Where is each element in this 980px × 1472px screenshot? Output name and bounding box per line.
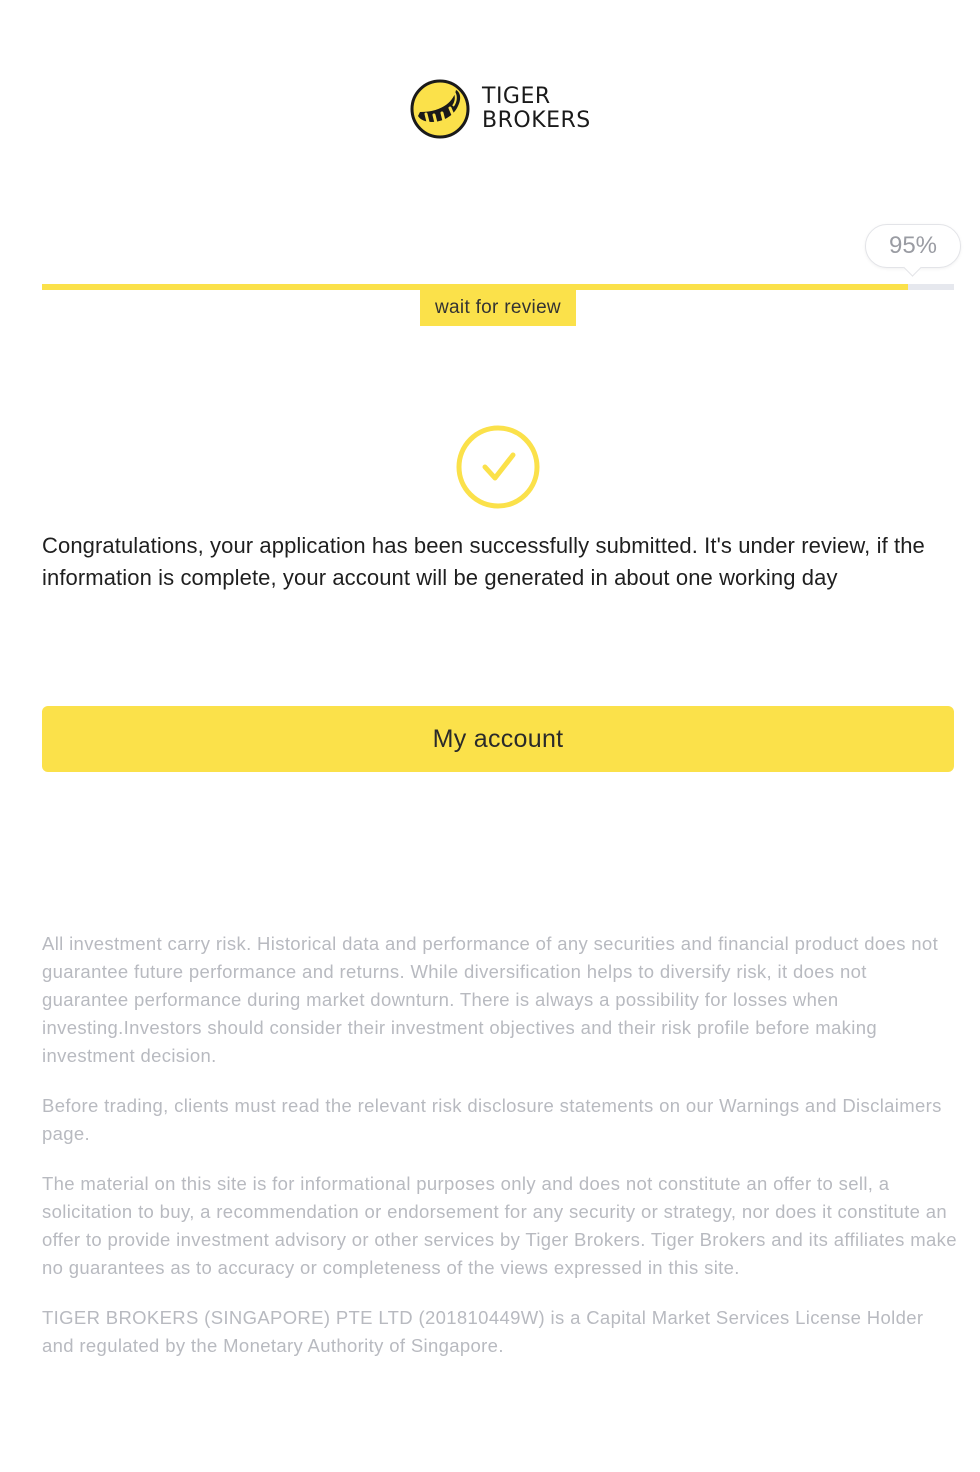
- status-badge: [420, 290, 576, 326]
- disclaimer-paragraph: Before trading, clients must read the relevant risk disclosure statements on our Warnings and Disclaimers page.: [42, 1095, 942, 1144]
- disclaimer-paragraph: TIGER BROKERS (SINGAPORE) PTE LTD (201810449W) is a Capital Market Services License Holder and regulated by the Monetary Authority of Singapore.: [42, 1307, 924, 1356]
- success-message: Congratulations, your application has been successfully submitted. It's under review, if the information is complete, your account will be generated in about one working day: [42, 533, 925, 590]
- progress-percent-bubble: [865, 224, 961, 268]
- tiger-logo-icon: [410, 78, 470, 140]
- brand-name-line1: TIGER: [482, 84, 551, 109]
- disclaimer-paragraph: All investment carry risk. Historical data and performance of any securities and financial product does not guarantee future performance and returns. While diversification helps to diversify risk, it does not guarantee performance during market downturn. There is always a possibility for losses when investing.Investors should consider their investment objectives and their risk profile before making investment decision.: [42, 933, 939, 1066]
- status-label: wait for review: [435, 297, 561, 318]
- my-account-button[interactable]: My account: [42, 706, 954, 772]
- brand-wordmark: [482, 85, 591, 133]
- progress-percent-label: 95%: [888, 232, 938, 259]
- brand-name-line2: BROKERS: [482, 108, 591, 133]
- check-circle-icon: [455, 424, 541, 510]
- brand-logo: [410, 78, 591, 140]
- disclaimer-paragraph: The material on this site is for informational purposes only and does not constitute an offer to sell, a solicitation to buy, a recommendation or endorsement for any security or strategy, nor does it constitute an offer to provide investment advisory or other services by Tiger Brokers. Tiger Brokers and its affiliates make no guarantees as to accuracy or completeness of the views expressed in this site.: [42, 1173, 957, 1278]
- risk-disclaimer: [42, 930, 957, 1382]
